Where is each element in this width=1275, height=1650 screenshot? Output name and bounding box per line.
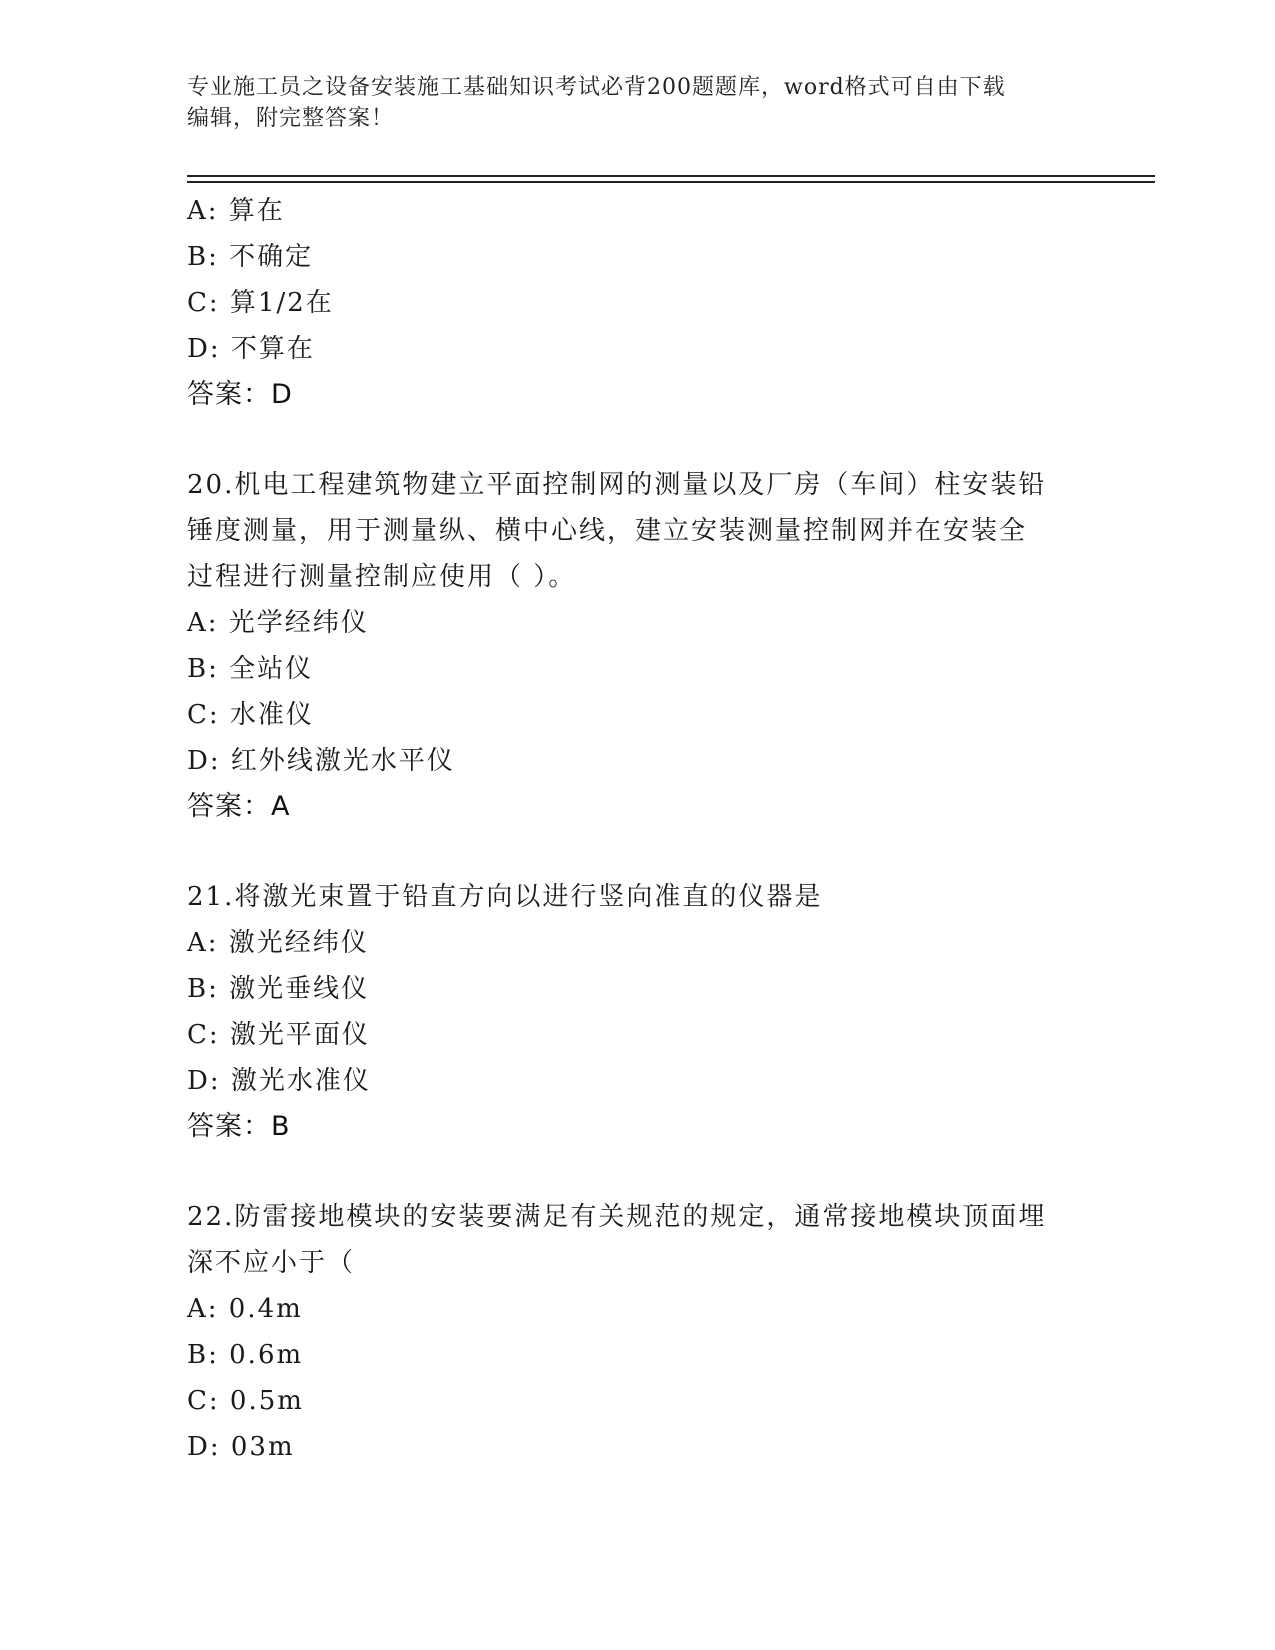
option-a: A: 算在 bbox=[187, 196, 285, 226]
option-c: C: 水准仪 bbox=[187, 700, 314, 730]
option-a: A: 光学经纬仪 bbox=[187, 608, 369, 638]
answer-line: 答案：B bbox=[187, 1111, 291, 1142]
question-list bbox=[187, 188, 1087, 1470]
option-b: B: 不确定 bbox=[187, 242, 314, 272]
option-c: C: 激光平面仪 bbox=[187, 1020, 370, 1050]
question-20 bbox=[187, 462, 1087, 830]
option-a: A: 0.4m bbox=[187, 1294, 303, 1324]
header-divider-top bbox=[187, 175, 1155, 177]
option-b: B: 0.6m bbox=[187, 1340, 304, 1370]
header-line-2: 编辑，附完整答案！ bbox=[187, 106, 395, 131]
option-b: B: 全站仪 bbox=[187, 654, 314, 684]
question-stem-line-1: 22.防雷接地模块的安装要满足有关规范的规定，通常接地模块顶面埋 bbox=[187, 1202, 1047, 1232]
spacer bbox=[187, 1150, 1087, 1194]
question-stem-line-1: 21.将激光束置于铅直方向以进行竖向准直的仪器是 bbox=[187, 882, 823, 912]
answer-line: 答案：A bbox=[187, 791, 291, 822]
option-d: D: 激光水准仪 bbox=[187, 1066, 371, 1096]
spacer bbox=[187, 830, 1087, 874]
option-d: D: 03m bbox=[187, 1432, 295, 1462]
question-21 bbox=[187, 874, 1087, 1150]
header-divider-bottom bbox=[187, 181, 1155, 183]
option-d: D: 不算在 bbox=[187, 334, 315, 364]
question-22 bbox=[187, 1194, 1087, 1470]
question-stem-line-2: 锤度测量，用于测量纵、横中心线，建立安装测量控制网并在安装全 bbox=[187, 516, 1028, 546]
spacer bbox=[187, 418, 1087, 462]
question-stem-line-1: 20.机电工程建筑物建立平面控制网的测量以及厂房（车间）柱安装铅 bbox=[187, 470, 1047, 500]
option-a: A: 激光经纬仪 bbox=[187, 928, 369, 958]
option-b: B: 激光垂线仪 bbox=[187, 974, 370, 1004]
answer-line: 答案：D bbox=[187, 379, 293, 410]
header-line-1: 专业施工员之设备安装施工基础知识考试必背200题题库，word格式可自由下载 bbox=[187, 75, 1006, 100]
option-c: C: 0.5m bbox=[187, 1386, 304, 1416]
option-d: D: 红外线激光水平仪 bbox=[187, 746, 455, 776]
document-header bbox=[187, 72, 1067, 134]
option-c: C: 算1/2在 bbox=[187, 288, 334, 318]
question-stem-line-3: 过程进行测量控制应使用（ ）。 bbox=[187, 562, 577, 592]
question-19 bbox=[187, 188, 1087, 418]
question-stem-line-2: 深不应小于（ bbox=[187, 1248, 356, 1278]
